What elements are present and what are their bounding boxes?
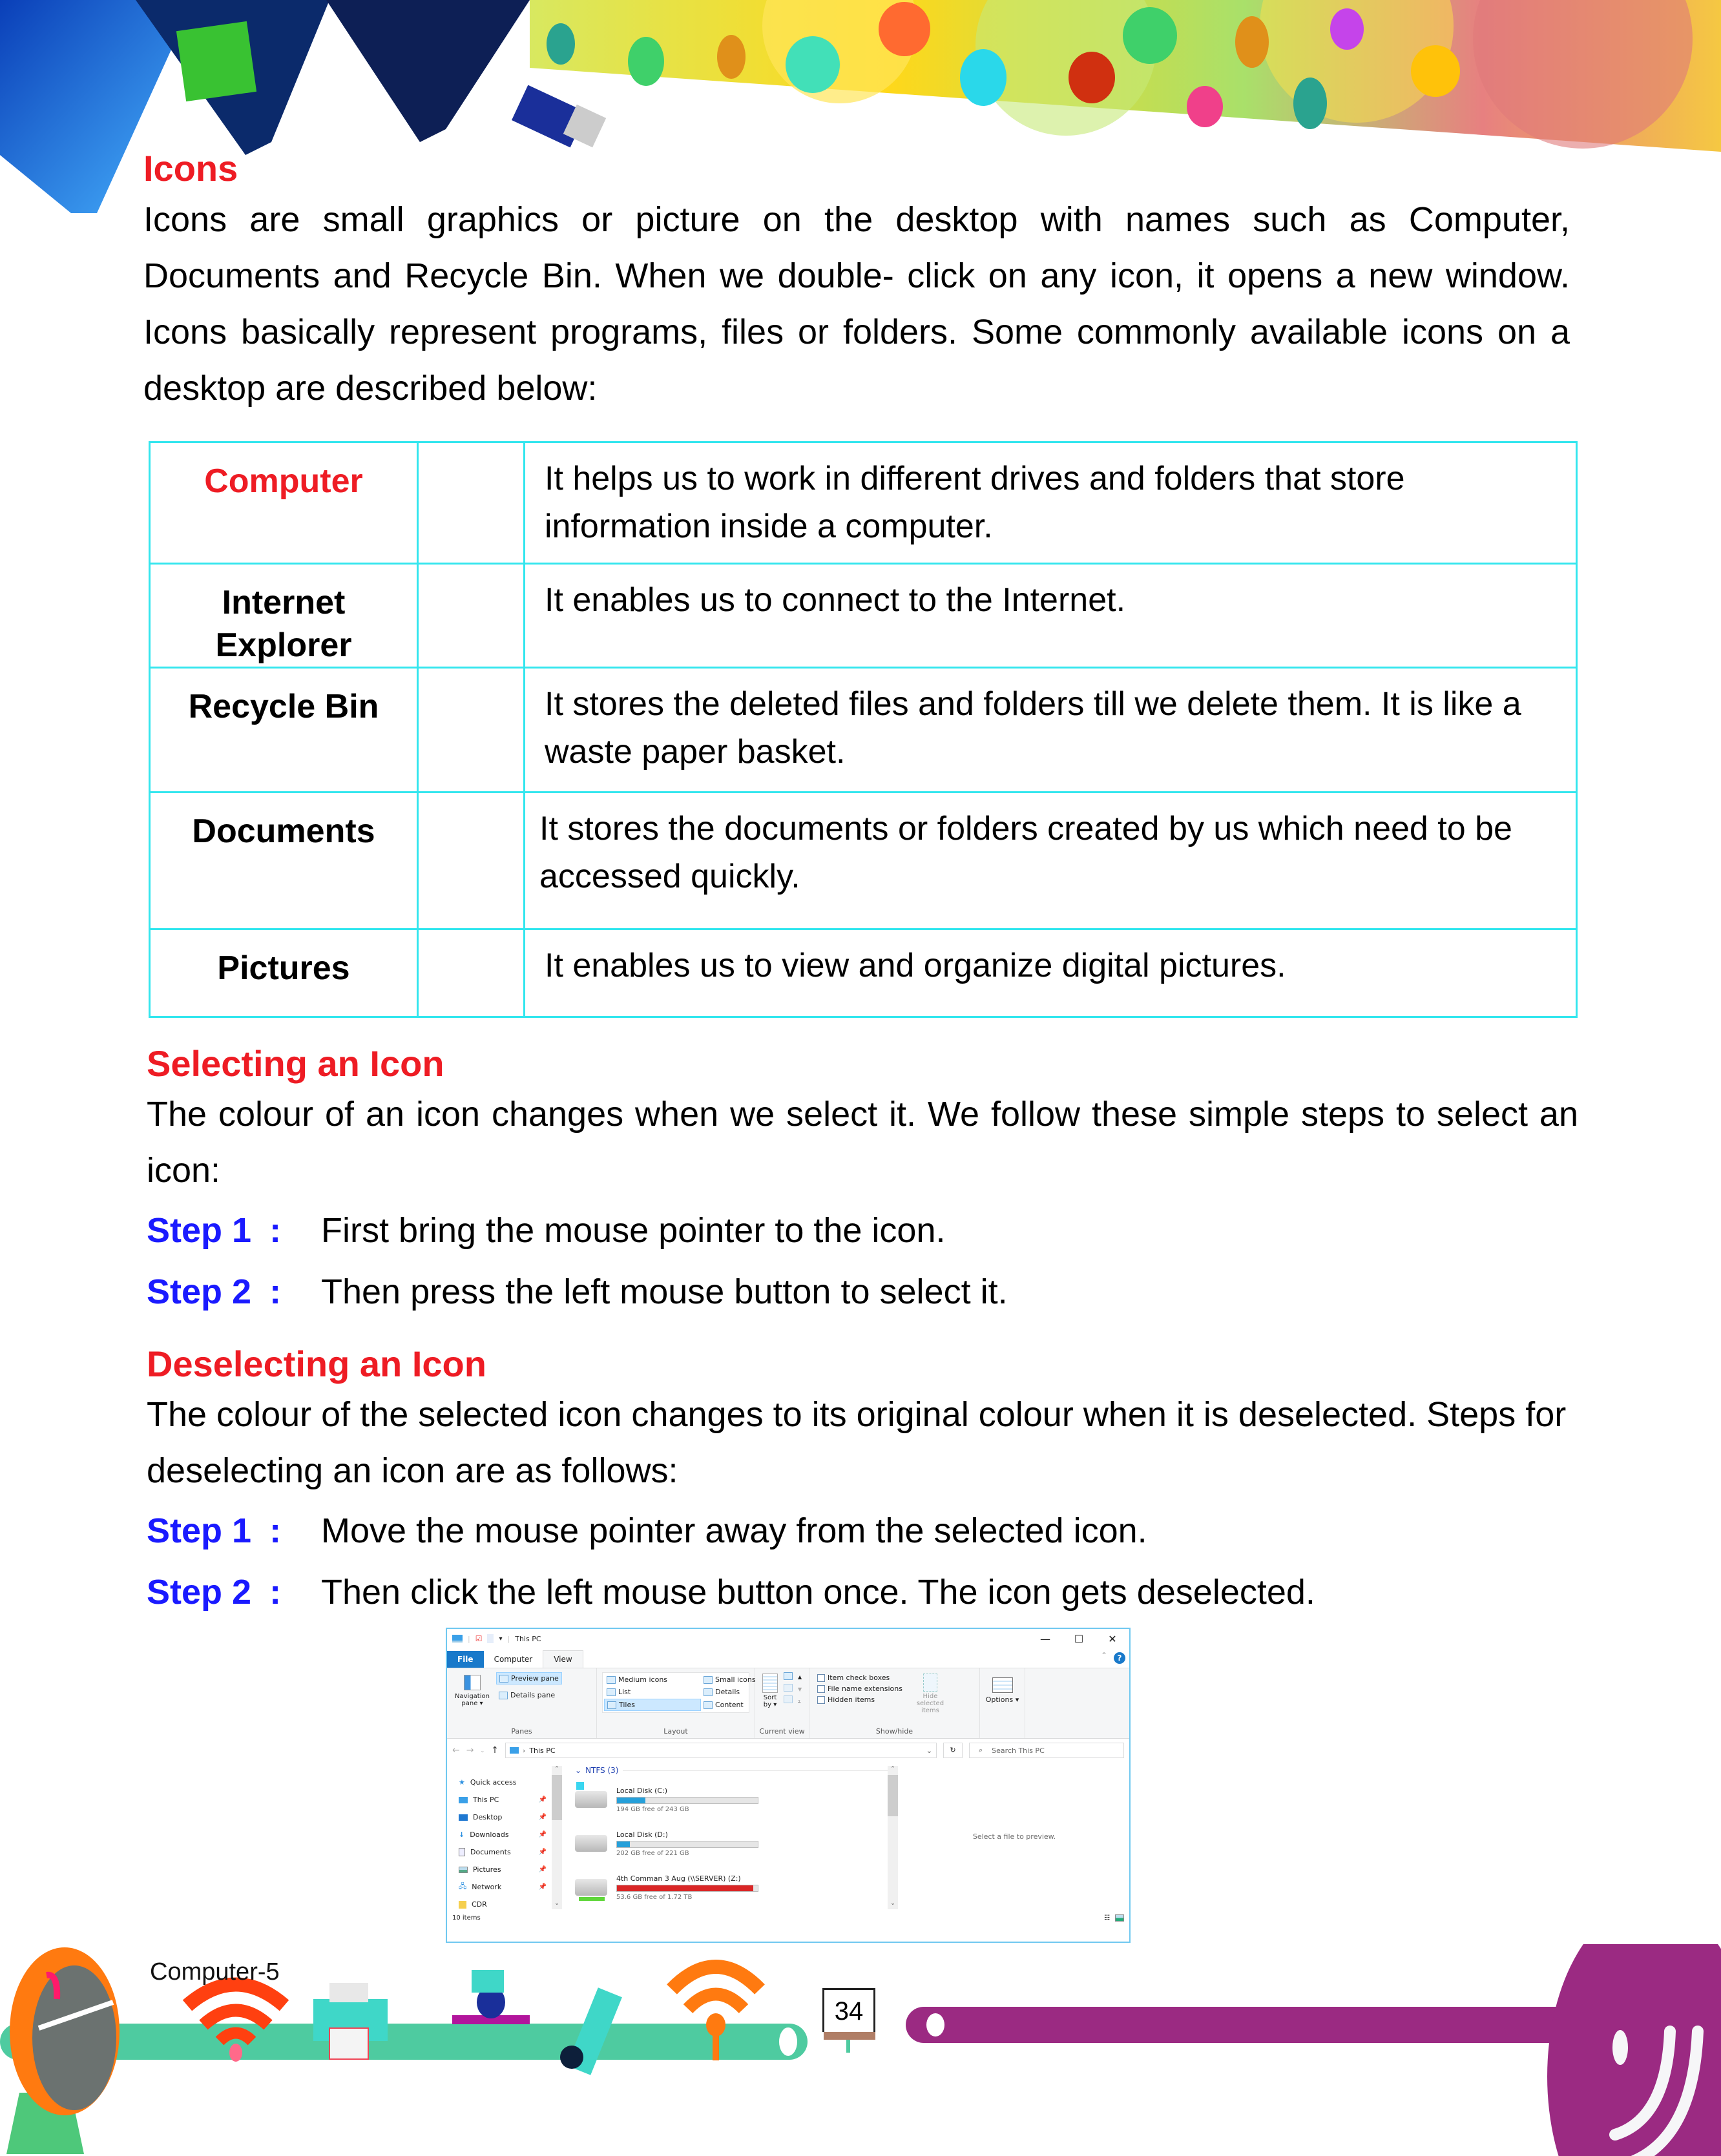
monitor-icon [459, 1797, 468, 1803]
list-icon [607, 1688, 616, 1696]
icon-image-cell [418, 668, 525, 793]
nav-item-desktop[interactable]: Desktop 📌 [459, 1809, 563, 1826]
file-list [563, 1762, 899, 1911]
table-row [150, 442, 1577, 564]
details-pane-icon [499, 1692, 508, 1699]
preview-pane-icon [499, 1675, 508, 1683]
icon-name-cell: Recycle Bin [150, 668, 418, 793]
hidden-items-checkbox[interactable]: Hidden items [815, 1694, 905, 1705]
nav-item-quick-access[interactable]: ★ Quick access [459, 1778, 517, 1787]
item-check-boxes-checkbox[interactable]: Item check boxes [815, 1672, 905, 1683]
gallery-scroll-up[interactable]: ▲ [798, 1674, 802, 1680]
ribbon [447, 1668, 1129, 1739]
ribbon-group-show-hide [809, 1668, 980, 1738]
icon-name-cell: Pictures [150, 929, 418, 1017]
help-icon[interactable]: ? [1114, 1652, 1125, 1664]
heading-selecting-an-icon: Selecting an Icon [147, 1043, 444, 1084]
book-title: Computer-5 [150, 1958, 280, 1985]
drive-usage-bar [616, 1841, 758, 1848]
ribbon-tabs [447, 1648, 1129, 1668]
address-row [447, 1739, 1129, 1762]
sort-by-button[interactable]: Sort by ▾ [760, 1672, 780, 1708]
layout-details[interactable]: Details [701, 1686, 798, 1697]
step-text: Move the mouse pointer away from the selected icon. [321, 1511, 1147, 1550]
small-icons-icon [704, 1676, 713, 1684]
title-bar: | ☑ ▾ | This PC — ☐ ✕ [447, 1629, 1129, 1648]
close-button[interactable]: ✕ [1108, 1632, 1117, 1645]
sort-by-icon [762, 1674, 778, 1693]
star-icon: ★ [459, 1778, 465, 1787]
navigation-pane-button[interactable]: Navigation pane ▾ [452, 1672, 492, 1707]
nav-item-network[interactable]: 🖧 Network 📌 [459, 1878, 563, 1896]
forward-button[interactable]: → [466, 1745, 474, 1756]
icon-description-cell: It stores the deleted files and folders till we delete them. It is like a waste paper basket. [525, 668, 1577, 793]
icon-description-cell: It helps us to work in different drives and folders that store information inside a computer. [525, 442, 1577, 564]
file-explorer-window [446, 1628, 1131, 1943]
details-view-icon[interactable]: ☷ [1104, 1914, 1110, 1922]
navigation-pane [447, 1762, 563, 1911]
network-icon: 🖧 [459, 1882, 467, 1891]
icon-description-cell: It enables us to connect to the Internet. [525, 564, 1577, 668]
icon-image-cell [418, 929, 525, 1017]
nav-item-this-pc[interactable]: This PC 📌 [459, 1791, 563, 1809]
this-pc-icon [452, 1635, 463, 1643]
tab-file[interactable]: File [447, 1651, 484, 1668]
table-row [150, 929, 1577, 1017]
selecting-step-1 [147, 1210, 946, 1250]
file-list-scrollbar[interactable]: ⌃ ⌄ [888, 1766, 898, 1909]
document-icon [459, 1848, 465, 1856]
layout-content[interactable]: Content [701, 1699, 798, 1711]
file-name-extensions-checkbox[interactable]: File name extensions [815, 1683, 905, 1694]
group-by-icon[interactable] [784, 1672, 793, 1680]
icon-image-cell [418, 793, 525, 929]
window-title: This PC [515, 1634, 541, 1643]
icon-name-cell: Computer [150, 442, 418, 564]
search-input[interactable]: ⌕ Search This PC [969, 1743, 1124, 1758]
step-label: Step 2 : [147, 1272, 282, 1311]
selecting-step-2 [147, 1272, 1008, 1312]
tab-view[interactable]: View [543, 1650, 583, 1668]
table-row [150, 668, 1577, 793]
options-button[interactable]: Options ▾ [980, 1668, 1025, 1738]
layout-small-icons[interactable]: Small icons [701, 1674, 798, 1685]
icon-description-cell: It enables us to view and organize digital pictures. [525, 929, 1577, 1017]
paragraph-selecting: The colour of an icon changes when we select it. We follow these simple steps to select an icon: [147, 1095, 1578, 1190]
step-label: Step 2 : [147, 1573, 282, 1612]
layout-tiles[interactable]: Tiles [604, 1699, 701, 1711]
nav-item-cdr[interactable]: CDR [459, 1896, 563, 1913]
icon-name-cell: Internet Explorer [150, 564, 418, 668]
collapse-ribbon-icon[interactable]: ⌃ [1100, 1651, 1107, 1660]
gallery-scroll-down[interactable]: ▼ [798, 1686, 802, 1692]
address-path: This PC [529, 1746, 556, 1755]
group-label-panes: Panes [511, 1727, 532, 1736]
paragraph-icons-intro: Icons are small graphics or picture on the desktop with names such as Computer, Documents and Recycle Bin. When we double- click on any icon, it opens a new window. Icons basically represent programs, files or folders. Some commonly available icons on a desktop are described below: [143, 200, 1570, 408]
icon-name-cell: Documents [150, 793, 418, 929]
desktop-icons-table [149, 441, 1578, 1018]
tiles-icon [607, 1701, 616, 1709]
details-icon [704, 1688, 713, 1696]
icon-image-cell [418, 564, 525, 668]
folder-icon [459, 1901, 466, 1909]
address-bar[interactable]: › This PC ⌄ [505, 1743, 937, 1758]
icon-image-cell [418, 442, 525, 564]
pin-icon: 📌 [538, 1814, 547, 1821]
pin-icon: 📌 [538, 1849, 547, 1856]
deselecting-step-1 [147, 1511, 1147, 1551]
windows-drive-icon [575, 1791, 607, 1808]
layout-medium-icons[interactable]: Medium icons [604, 1674, 701, 1685]
maximize-button[interactable]: ☐ [1074, 1632, 1084, 1645]
up-button[interactable]: ↑ [491, 1745, 499, 1756]
new-folder-icon[interactable] [487, 1634, 494, 1643]
network-drive-icon [575, 1879, 607, 1896]
layout-list[interactable]: List [604, 1686, 701, 1697]
window-controls [1028, 1633, 1129, 1645]
refresh-button[interactable]: ↻ [943, 1743, 963, 1758]
explorer-body [447, 1762, 1129, 1911]
drive-item[interactable]: Local Disk (C:) 194 GB free of 243 GB [575, 1780, 888, 1819]
heading-icons: Icons [143, 148, 238, 189]
content-icon [704, 1701, 713, 1709]
pin-icon: 📌 [538, 1883, 547, 1891]
hide-selected-icon [923, 1674, 937, 1692]
group-label-current-view: Current view [759, 1727, 805, 1736]
step-label: Step 1 : [147, 1511, 282, 1550]
pin-icon: 📌 [538, 1796, 547, 1803]
ribbon-group-current-view [755, 1668, 809, 1738]
paragraph-deselecting: The colour of the selected icon changes to its original colour when it is deselected. Steps for deselecting an icon are as follows: [147, 1395, 1567, 1490]
details-pane-button[interactable]: Details pane [496, 1690, 562, 1701]
recent-locations-button[interactable]: ⌄ [480, 1747, 485, 1754]
properties-icon[interactable]: ☑ [475, 1634, 483, 1643]
drive-usage-bar [616, 1885, 758, 1892]
preview-pane: Select a file to preview. [972, 1832, 1056, 1841]
medium-icons-icon [607, 1676, 616, 1684]
hide-selected-items-button[interactable]: Hide selected items [909, 1672, 952, 1714]
drive-usage-bar [616, 1797, 758, 1804]
download-arrow-icon: ↓ [459, 1830, 465, 1839]
pin-icon: 📌 [538, 1866, 547, 1873]
table-row [150, 564, 1577, 668]
ribbon-group-panes [447, 1668, 597, 1738]
add-columns-icon[interactable] [784, 1684, 793, 1692]
group-label-show-hide: Show/hide [875, 1727, 913, 1736]
quick-access-dropdown-icon[interactable]: ▾ [499, 1635, 503, 1643]
step-text: Then click the left mouse button once. The icon gets deselected. [321, 1573, 1315, 1612]
options-icon [992, 1677, 1013, 1693]
this-pc-icon [510, 1747, 519, 1754]
gallery-more[interactable]: ⩡ [798, 1699, 801, 1705]
minimize-button[interactable]: — [1040, 1632, 1050, 1645]
picture-icon [459, 1867, 468, 1873]
navigation-pane-icon [464, 1675, 481, 1690]
search-icon: ⌕ [979, 1746, 983, 1754]
icon-description-cell: It stores the documents or folders created by us which need to be accessed quickly. [525, 793, 1577, 929]
nav-item-downloads[interactable]: ↓ Downloads 📌 [459, 1830, 547, 1839]
heading-deselecting-an-icon: Deselecting an Icon [147, 1343, 486, 1384]
deselecting-step-2 [147, 1572, 1315, 1612]
step-text: Then press the left mouse button to select it. [321, 1272, 1008, 1311]
banner-artwork [0, 0, 1721, 213]
hard-drive-icon [575, 1835, 607, 1852]
desktop-icon [459, 1814, 468, 1821]
nav-item-documents[interactable]: Documents 📌 [459, 1843, 563, 1861]
back-button[interactable]: ← [452, 1745, 460, 1756]
item-count: 10 items [452, 1914, 481, 1922]
page-number: 34 [822, 1988, 875, 2032]
drive-item[interactable]: 4th Comman 3 Aug (\\SERVER) (Z:) 53.6 GB free of 1.72 TB [575, 1868, 888, 1907]
address-dropdown-icon[interactable]: ⌄ [926, 1746, 932, 1755]
step-text: First bring the mouse pointer to the icon. [321, 1211, 946, 1250]
step-label: Step 1 : [147, 1211, 282, 1250]
table-row [150, 793, 1577, 929]
nav-pane-scrollbar[interactable]: ⌃ ⌄ [552, 1766, 562, 1909]
header-banner [0, 0, 1721, 213]
group-header-ntfs[interactable]: ⌄ NTFS (3) [575, 1766, 888, 1775]
size-columns-icon[interactable] [784, 1695, 793, 1703]
drive-item[interactable]: Local Disk (D:) 202 GB free of 221 GB [575, 1824, 888, 1863]
tab-computer[interactable]: Computer [494, 1655, 533, 1664]
nav-item-pictures[interactable]: Pictures 📌 [459, 1861, 563, 1878]
group-label-layout: Layout [663, 1727, 688, 1736]
preview-pane-button[interactable]: Preview pane [496, 1672, 562, 1684]
large-icons-view-icon[interactable] [1115, 1914, 1124, 1922]
pin-icon: 📌 [538, 1831, 547, 1838]
